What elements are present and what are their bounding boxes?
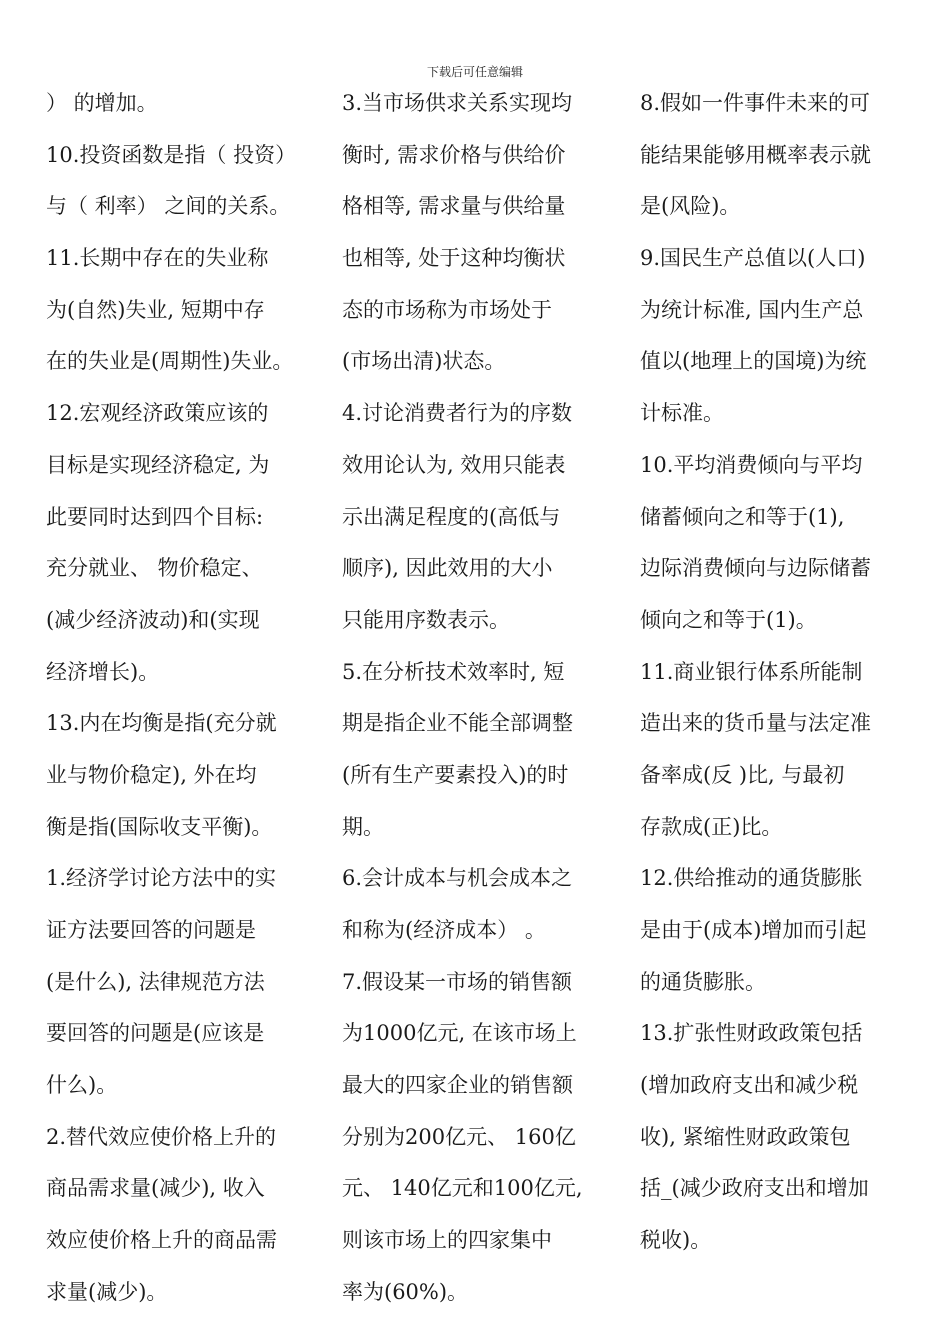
- text-line: 与（ 利率） 之间的关系。: [46, 194, 291, 219]
- text-line: 效用论认为, 效用只能表: [342, 452, 566, 477]
- text-line: 分别为200亿元、 160亿: [342, 1124, 576, 1149]
- text-line: 9.国民生产总值以(人口): [640, 246, 866, 271]
- text-line: 倾向之和等于(1)。: [640, 607, 817, 632]
- text-line: 要回答的问题是(应该是: [46, 1021, 265, 1046]
- text-line: 13.扩张性财政政策包括: [640, 1021, 863, 1046]
- text-line: 为1000亿元, 在该市场上: [342, 1021, 577, 1046]
- text-line: 格相等, 需求量与供给量: [342, 194, 566, 219]
- text-line: 此要同时达到四个目标:: [46, 504, 264, 529]
- text-line: 效应使价格上升的商品需: [46, 1228, 277, 1253]
- text-line: 则该市场上的四家集中: [342, 1228, 552, 1253]
- text-line: 造出来的货币量与法定准: [640, 711, 871, 736]
- text-line: 求量(减少)。: [46, 1279, 168, 1304]
- text-line: 衡时, 需求价格与供给价: [342, 142, 566, 167]
- text-line: 元、 140亿元和100亿元,: [342, 1176, 583, 1201]
- text-line: 和称为(经济成本） 。: [342, 918, 546, 942]
- text-line: 7.假设某一市场的销售额: [342, 969, 573, 994]
- text-column-2: [342, 78, 610, 1319]
- text-line: 4.讨论消费者行为的序数: [342, 401, 573, 426]
- text-line: 在的失业是(周期性)失业。: [46, 349, 294, 374]
- text-line: 是(风险)。: [640, 194, 741, 219]
- text-line: 示出满足程度的(高低与: [342, 504, 561, 529]
- text-line: 税收)。: [640, 1228, 712, 1253]
- text-line: 期是指企业不能全部调整: [342, 711, 573, 736]
- text-line: 计标准。: [640, 401, 724, 426]
- text-line: 5.在分析技术效率时, 短: [342, 659, 565, 684]
- text-line: 的通货膨胀。: [640, 969, 766, 994]
- text-line: 衡是指(国际收支平衡)。: [46, 814, 273, 839]
- text-line: (增加政府支出和减少税: [640, 1073, 859, 1098]
- text-line: 存款成(正)比。: [640, 814, 783, 839]
- text-line: 12.宏观经济政策应该的: [46, 401, 269, 426]
- text-line: 储蓄倾向之和等于(1),: [640, 504, 845, 529]
- text-line: 为统计标准, 国内生产总: [640, 297, 864, 322]
- text-line: 商品需求量(减少), 收入: [46, 1176, 265, 1201]
- text-line: 3.当市场供求关系实现均: [342, 91, 573, 115]
- text-line: 什么)。: [46, 1073, 118, 1098]
- text-line: 1.经济学讨论方法中的实: [46, 866, 277, 891]
- text-line: 为(自然)失业, 短期中存: [46, 297, 265, 322]
- text-line: 经济增长)。: [46, 659, 160, 684]
- text-line: (是什么), 法律规范方法: [46, 969, 265, 994]
- page-header: 下载后可任意编辑: [426, 65, 523, 79]
- text-column-3: [640, 78, 908, 1267]
- text-line: 备率成(反 )比, 与最初: [640, 762, 845, 787]
- text-line: 充分就业、 物价稳定、: [46, 556, 263, 581]
- text-line: 目标是实现经济稳定, 为: [46, 452, 270, 477]
- text-line: 8.假如一件事件未来的可: [640, 91, 871, 115]
- text-line: 也相等, 处于这种均衡状: [342, 246, 566, 271]
- text-line: 证方法要回答的问题是: [46, 918, 256, 942]
- text-column-1: [46, 78, 314, 1319]
- text-line: 6.会计成本与机会成本之: [342, 866, 573, 891]
- text-line: 10.投资函数是指（ 投资）: [46, 142, 297, 167]
- text-line: 期。: [342, 814, 384, 839]
- text-line: 率为(60%)。: [342, 1279, 469, 1304]
- text-line: 12.供给推动的通货膨胀: [640, 866, 863, 891]
- text-line: (所有生产要素投入)的时: [342, 762, 569, 787]
- text-line: 11.长期中存在的失业称: [46, 246, 269, 271]
- text-line: 13.内在均衡是指(充分就: [46, 711, 277, 736]
- text-line: 业与物价稳定), 外在均: [46, 762, 257, 787]
- text-line: 2.替代效应使价格上升的: [46, 1124, 277, 1149]
- text-line: 态的市场称为市场处于: [342, 297, 552, 322]
- text-line: 顺序), 因此效用的大小: [342, 556, 553, 581]
- text-line: (减少经济波动)和(实现: [46, 607, 260, 632]
- text-line: ） 的增加。: [46, 91, 158, 115]
- text-line: 值以(地理上的国境)为统: [640, 349, 867, 374]
- text-line: 11.商业银行体系所能制: [640, 659, 863, 684]
- text-line: (市场出清)状态。: [342, 349, 506, 374]
- text-line: 能结果能够用概率表示就: [640, 142, 871, 167]
- text-line: 10.平均消费倾向与平均: [640, 452, 863, 477]
- text-line: 边际消费倾向与边际储蓄: [640, 556, 871, 581]
- text-line: 只能用序数表示。: [342, 607, 510, 632]
- text-line: 括_(减少政府支出和增加: [640, 1176, 869, 1201]
- text-line: 收), 紧缩性财政政策包: [640, 1124, 851, 1149]
- text-line: 最大的四家企业的销售额: [342, 1073, 573, 1098]
- text-line: 是由于(成本)增加而引起: [640, 918, 867, 942]
